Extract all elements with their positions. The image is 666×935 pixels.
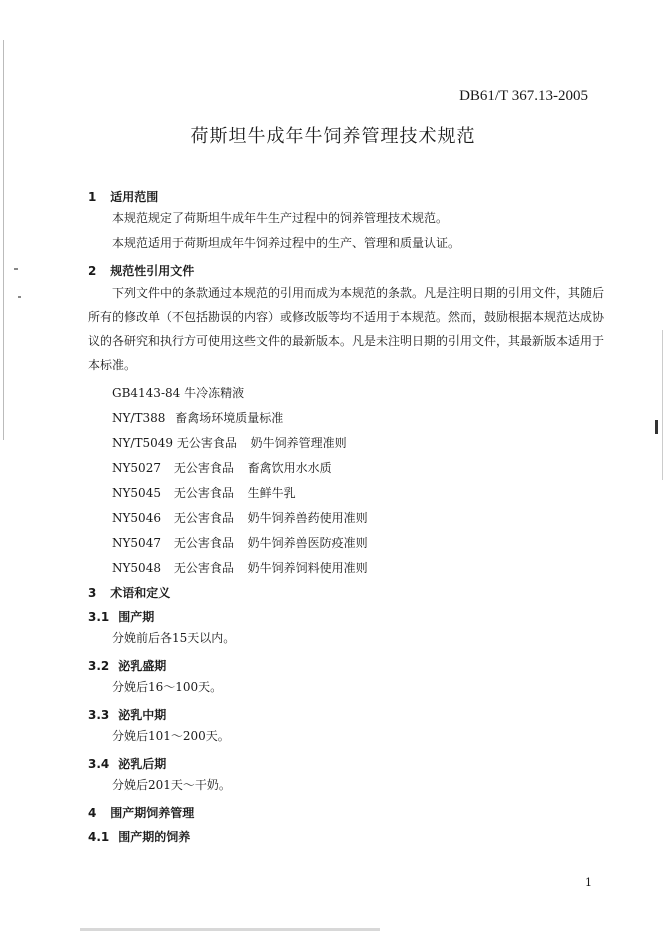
scan-speck: [14, 268, 18, 270]
reference-code: NY5045: [112, 486, 161, 500]
reference-title: 畜禽场环境质量标准: [175, 411, 284, 425]
reference-code: NY/T388: [112, 411, 166, 425]
reference-item: [112, 534, 368, 551]
reference-title: 畜禽饮用水水质: [247, 461, 332, 475]
subsection-title: 围产期: [118, 610, 155, 624]
reference-code: NY5027: [112, 461, 161, 475]
document-title: 荷斯坦牛成年牛饲养管理技术规范: [190, 126, 476, 147]
section-title: 适用范围: [110, 190, 159, 204]
reference-category: 无公害食品: [173, 486, 234, 500]
subsection-number: 3.4: [88, 757, 110, 771]
section-title: 围产期饲养管理: [110, 806, 195, 820]
subsection-heading: [88, 706, 166, 723]
subsection-heading: [88, 755, 166, 772]
subsection-number: 3.1: [88, 610, 110, 624]
paragraph: 本规范适用于荷斯坦成年牛饲养过程中的生产、管理和质量认证。: [112, 236, 461, 250]
scan-bleed-through: [80, 928, 380, 931]
subsection-number: 3.2: [88, 659, 110, 673]
reference-item: [112, 459, 332, 476]
paragraph-line: 本标准。: [88, 358, 137, 372]
section-title: 规范性引用文件: [110, 264, 195, 278]
reference-code: GB4143-84: [112, 386, 181, 400]
section-title: 术语和定义: [110, 586, 171, 600]
reference-title: 奶牛饲养兽医防疫准则: [247, 536, 368, 550]
scan-speck: [18, 296, 21, 298]
reference-item: [112, 484, 296, 501]
reference-category: 无公害食品: [173, 461, 234, 475]
section-number: 4: [88, 806, 97, 820]
reference-item: [112, 434, 347, 451]
reference-title: 奶牛饲养兽药使用准则: [247, 511, 368, 525]
subsection-title: 泌乳盛期: [118, 659, 167, 673]
reference-item: [112, 409, 283, 426]
subsection-heading: [88, 828, 190, 845]
scan-speck: [655, 420, 658, 434]
subsection-title: 围产期的饲养: [118, 830, 191, 844]
subsection-heading: [88, 657, 166, 674]
definition-text: 分娩前后各15天以内。: [112, 631, 236, 645]
reference-category: 无公害食品: [173, 536, 234, 550]
paragraph-line: 议的各研究和执行方可使用这些文件的最新版本。凡是未注明日期的引用文件，其最新版本适用于: [88, 334, 605, 348]
definition-text: 分娩后201天～干奶。: [112, 778, 231, 792]
reference-code: NY5047: [112, 536, 161, 550]
page-number: 1: [585, 876, 592, 889]
subsection-heading: [88, 608, 154, 625]
definition-text: 分娩后101～200天。: [112, 729, 230, 743]
paragraph: 本规范规定了荷斯坦牛成年牛生产过程中的饲养管理技术规范。: [112, 211, 449, 225]
subsection-title: 泌乳中期: [118, 708, 167, 722]
reference-code: NY5048: [112, 561, 161, 575]
reference-item: [112, 509, 368, 526]
section-3-heading: [88, 584, 170, 601]
reference-title: 生鲜牛乳: [247, 486, 296, 500]
reference-title: 奶牛饲养饲料使用准则: [247, 561, 368, 575]
reference-item: [112, 384, 244, 401]
subsection-title: 泌乳后期: [118, 757, 167, 771]
subsection-number: 4.1: [88, 830, 110, 844]
reference-category: 无公害食品: [173, 511, 234, 525]
definition-text: 分娩后16～100天。: [112, 680, 223, 694]
reference-code: NY5046: [112, 511, 161, 525]
section-number: 3: [88, 586, 97, 600]
subsection-number: 3.3: [88, 708, 110, 722]
reference-title: 牛冷冻精液: [184, 386, 245, 400]
section-2-heading: [88, 262, 194, 279]
reference-code: NY/T5049: [112, 436, 174, 450]
document-number: DB61/T 367.13-2005: [459, 88, 588, 104]
paragraph-line: 下列文件中的条款通过本规范的引用而成为本规范的条款。凡是注明日期的引用文件，其随后: [112, 286, 605, 300]
section-4-heading: [88, 804, 194, 821]
reference-item: [112, 559, 368, 576]
reference-title: 奶牛饲养管理准则: [250, 436, 347, 450]
section-number: 1: [88, 190, 97, 204]
reference-category: 无公害食品: [176, 436, 237, 450]
paragraph-line: 所有的修改单（不包括勘误的内容）或修改版等均不适用于本规范。然而，鼓励根据本规范达成协: [88, 310, 605, 324]
reference-category: 无公害食品: [173, 561, 234, 575]
section-1-heading: [88, 188, 158, 205]
scan-edge-mark: [3, 40, 4, 440]
section-number: 2: [88, 264, 97, 278]
scan-edge-mark: [662, 330, 663, 480]
